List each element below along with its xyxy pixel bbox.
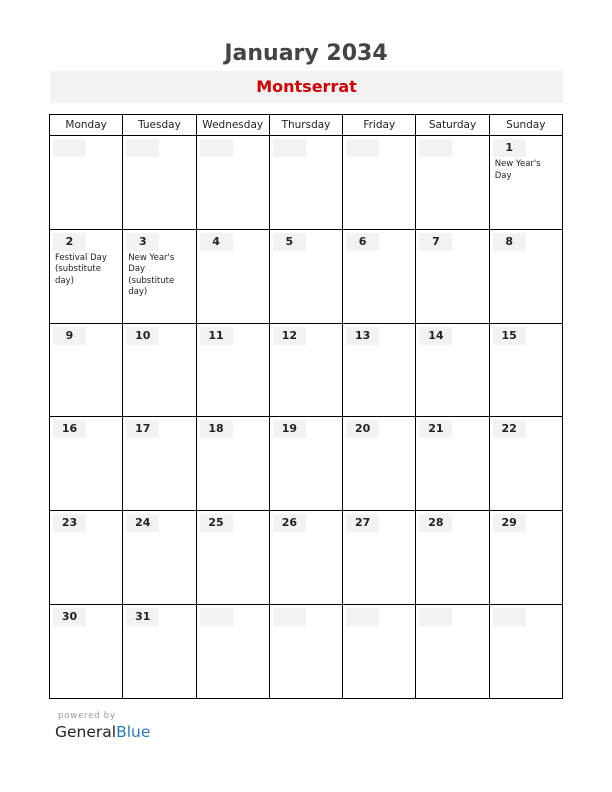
day-cell[interactable] xyxy=(490,230,562,323)
day-number: 1 xyxy=(493,139,526,157)
day-number: 5 xyxy=(273,233,306,251)
day-cell[interactable] xyxy=(343,605,416,698)
weekday-header-sunday: Sunday xyxy=(506,119,546,131)
day-number: 28 xyxy=(419,514,452,532)
week-row xyxy=(50,417,562,511)
day-cell[interactable] xyxy=(490,136,562,229)
day-cell[interactable] xyxy=(490,511,562,604)
weekday-header-wednesday: Wednesday xyxy=(197,115,270,135)
day-cell[interactable] xyxy=(270,511,343,604)
week-row xyxy=(50,511,562,605)
brand-blue-text: Blue xyxy=(116,723,151,741)
day-number: 29 xyxy=(493,514,526,532)
day-number xyxy=(346,139,379,157)
day-cell[interactable] xyxy=(123,511,196,604)
day-cell[interactable] xyxy=(123,605,196,698)
month-grid xyxy=(49,114,563,699)
day-cell[interactable] xyxy=(197,136,270,229)
day-cell[interactable] xyxy=(197,511,270,604)
day-number xyxy=(273,139,306,157)
weeks-container xyxy=(50,136,562,698)
day-cell[interactable] xyxy=(490,324,562,417)
day-cell[interactable] xyxy=(416,605,489,698)
day-cell[interactable] xyxy=(416,230,489,323)
weekday-header-row xyxy=(50,115,562,136)
weekday-header-thursday: Thursday xyxy=(270,115,343,135)
day-number xyxy=(53,139,86,157)
day-number xyxy=(200,608,233,626)
day-number: 7 xyxy=(419,233,452,251)
day-number: 15 xyxy=(493,327,526,345)
page-title: January 2034 xyxy=(224,41,388,66)
day-number xyxy=(419,139,452,157)
day-number xyxy=(273,608,306,626)
day-number: 22 xyxy=(493,420,526,438)
weekday-header-friday: Friday xyxy=(343,115,416,135)
day-number xyxy=(419,608,452,626)
week-row xyxy=(50,230,562,324)
day-number: 16 xyxy=(53,420,86,438)
day-cell[interactable] xyxy=(50,511,123,604)
day-cell[interactable] xyxy=(343,417,416,510)
day-number: 9 xyxy=(53,327,86,345)
day-number: 21 xyxy=(419,420,452,438)
day-cell[interactable] xyxy=(270,324,343,417)
day-number: 18 xyxy=(200,420,233,438)
day-number: 25 xyxy=(200,514,233,532)
day-number: 14 xyxy=(419,327,452,345)
day-number: 12 xyxy=(273,327,306,345)
day-cell[interactable] xyxy=(343,230,416,323)
day-number: 3 xyxy=(126,233,159,251)
day-cell[interactable] xyxy=(50,136,123,229)
day-cell[interactable] xyxy=(123,324,196,417)
brand-general-text: General xyxy=(55,723,117,741)
day-number: 27 xyxy=(346,514,379,532)
weekday-header-saturday: Saturday xyxy=(416,115,489,135)
day-number: 23 xyxy=(53,514,86,532)
day-cell[interactable] xyxy=(50,605,123,698)
day-cell[interactable] xyxy=(270,417,343,510)
day-number: 11 xyxy=(200,327,233,345)
day-cell[interactable] xyxy=(270,230,343,323)
day-number: 4 xyxy=(200,233,233,251)
day-cell[interactable] xyxy=(343,136,416,229)
day-cell[interactable] xyxy=(416,417,489,510)
powered-by-label: powered by xyxy=(58,711,116,721)
day-cell[interactable] xyxy=(123,136,196,229)
day-cell[interactable] xyxy=(197,230,270,323)
day-cell[interactable] xyxy=(123,230,196,323)
day-number xyxy=(346,608,379,626)
day-cell[interactable] xyxy=(50,324,123,417)
day-cell[interactable] xyxy=(343,324,416,417)
day-number: 17 xyxy=(126,420,159,438)
day-number: 10 xyxy=(126,327,159,345)
day-number xyxy=(126,139,159,157)
day-cell[interactable] xyxy=(197,417,270,510)
day-cell[interactable] xyxy=(197,605,270,698)
day-cell[interactable] xyxy=(270,605,343,698)
day-number xyxy=(493,608,526,626)
week-row xyxy=(50,605,562,698)
generalblue-logo[interactable] xyxy=(55,722,150,742)
region-name: Montserrat xyxy=(50,71,563,103)
weekday-header-tuesday: Tuesday xyxy=(123,115,196,135)
week-row xyxy=(50,324,562,418)
day-number: 2 xyxy=(53,233,86,251)
day-number: 31 xyxy=(126,608,159,626)
day-number: 30 xyxy=(53,608,86,626)
day-cell[interactable] xyxy=(416,511,489,604)
day-cell[interactable] xyxy=(343,511,416,604)
day-number: 20 xyxy=(346,420,379,438)
day-number: 13 xyxy=(346,327,379,345)
day-number: 6 xyxy=(346,233,379,251)
day-cell[interactable] xyxy=(197,324,270,417)
day-number: 26 xyxy=(273,514,306,532)
day-cell[interactable] xyxy=(490,417,562,510)
day-cell[interactable] xyxy=(50,230,123,323)
weekday-header-monday: Monday xyxy=(50,115,123,135)
day-cell[interactable] xyxy=(490,605,562,698)
week-row xyxy=(50,136,562,230)
holiday-label: Festival Day (substitute day) xyxy=(55,252,107,286)
holiday-label: New Year's Day (substitute day) xyxy=(128,252,175,298)
day-number: 24 xyxy=(126,514,159,532)
day-number: 8 xyxy=(493,233,526,251)
day-number xyxy=(200,139,233,157)
holiday-label: New Year's Day xyxy=(494,159,541,181)
day-number: 19 xyxy=(273,420,306,438)
day-cell[interactable] xyxy=(123,417,196,510)
day-cell[interactable] xyxy=(50,417,123,510)
day-cell[interactable] xyxy=(270,136,343,229)
day-cell[interactable] xyxy=(416,324,489,417)
day-cell[interactable] xyxy=(416,136,489,229)
